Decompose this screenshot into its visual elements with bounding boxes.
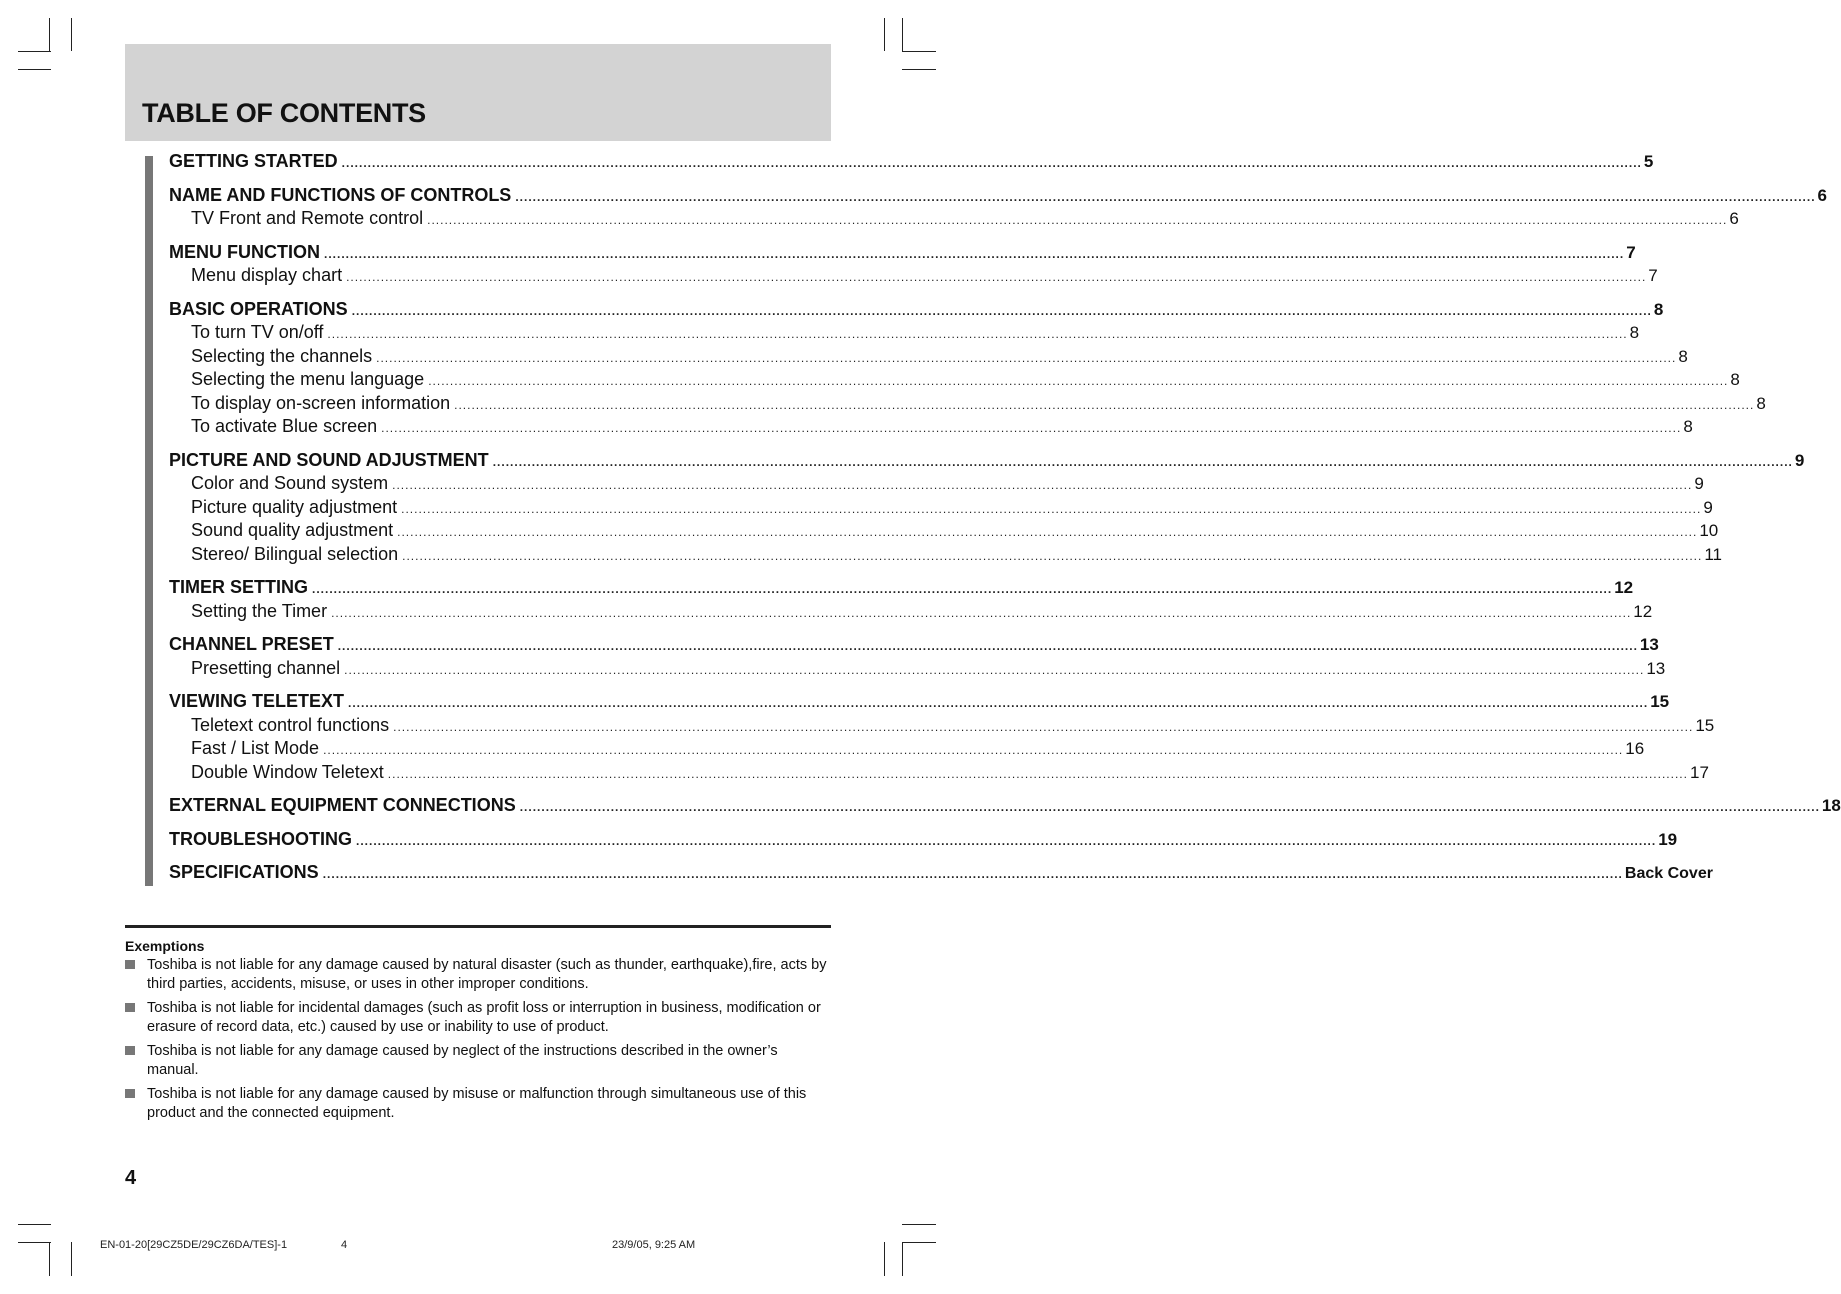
toc-sub-entry	[169, 737, 1645, 761]
toc-section	[169, 576, 1653, 623]
toc-entry-page: 8	[1683, 417, 1693, 436]
dot-leader: ............................................................................................................................................................................................................................................................................................................	[454, 397, 1755, 412]
exemption-text: Toshiba is not liable for any damage caused by neglect of the instructions described in the owner’s manual.	[147, 1043, 778, 1078]
toc-entry-page: 11	[1704, 544, 1722, 564]
toc-main-entry	[169, 690, 1670, 714]
toc-entry-page: 9	[1794, 450, 1805, 470]
toc-sub-entry	[169, 714, 1715, 738]
dot-leader: ............................................................................................................................................................................................................................................................................................................	[387, 766, 1688, 781]
exemption-item	[125, 1085, 831, 1123]
toc-section	[169, 241, 1658, 288]
dot-leader: ............................................................................................................................................................................................................................................................................................................	[392, 478, 1693, 492]
toc-entry-page: Back Cover	[1624, 865, 1713, 882]
dot-leader: ............................................................................................................................................................................................................................................................................................................	[427, 213, 1728, 227]
toc-entry-page: 6	[1729, 209, 1739, 228]
table-of-contents	[169, 150, 1841, 895]
toc-entry-title: SPECIFICATIONS	[169, 862, 319, 882]
crop-mark	[902, 51, 936, 52]
toc-section	[169, 828, 1678, 852]
toc-entry-page: 6	[1817, 185, 1827, 205]
toc-entry-title: Teletext control functions	[191, 714, 390, 735]
exemptions-list	[125, 956, 831, 1123]
toc-entry-page: 15	[1695, 715, 1715, 735]
toc-entry-title: NAME AND FUNCTIONS OF CONTROLS	[169, 184, 512, 205]
dot-leader: ............................................................................................................................................................................................................................................................................................................	[323, 743, 1624, 757]
toc-section	[169, 449, 1805, 567]
toc-entry-title: Stereo/ Bilingual selection	[191, 543, 399, 564]
dot-leader: ............................................................................................................................................................................................................................................................................................................	[322, 867, 1623, 881]
toc-main-entry	[169, 794, 1841, 818]
toc-entry-title: Color and Sound system	[191, 473, 389, 493]
crop-mark	[902, 1242, 903, 1276]
toc-main-entry	[169, 184, 1827, 208]
toc-main-entry	[169, 576, 1634, 600]
crop-mark	[18, 51, 51, 52]
crop-mark	[49, 18, 50, 51]
toc-sub-entry	[169, 472, 1704, 496]
toc-entry-page: 9	[1694, 474, 1704, 493]
toc-entry-page: 13	[1639, 635, 1659, 654]
footer-file-name: EN-01-20[29CZ5DE/29CZ6DA/TES]-1	[100, 1239, 288, 1251]
crop-mark	[902, 69, 936, 70]
toc-entry-page: 7	[1648, 266, 1658, 285]
toc-entry-title: BASIC OPERATIONS	[169, 298, 348, 319]
toc-entry-title: Picture quality adjustment	[191, 496, 398, 517]
footer-sheet-number: 4	[341, 1239, 348, 1251]
toc-entry-page: 19	[1658, 829, 1678, 849]
toc-sub-entry	[169, 761, 1709, 785]
dot-leader: ............................................................................................................................................................................................................................................................................................................	[327, 327, 1628, 341]
toc-entry-page: 7	[1626, 242, 1636, 262]
toc-sub-entry	[169, 415, 1693, 439]
dot-leader: ............................................................................................................................................................................................................................................................................................................	[402, 548, 1703, 563]
toc-entry-title: EXTERNAL EQUIPMENT CONNECTIONS	[169, 795, 516, 815]
exemption-item	[125, 956, 831, 994]
dot-leader: ............................................................................................................................................................................................................................................................................................................	[381, 421, 1682, 435]
exemption-text: Toshiba is not liable for incidental damages (such as profit loss or interruption in business, modification or erasure of record data, etc.) caused by use or inability to use of product.	[147, 1000, 821, 1035]
toc-main-entry	[169, 861, 1713, 885]
crop-mark	[18, 1242, 51, 1243]
toc-sub-entry	[169, 543, 1722, 567]
toc-sub-entry	[169, 519, 1719, 543]
crop-mark	[71, 1242, 72, 1276]
toc-main-entry	[169, 449, 1805, 473]
toc-entry-page: 18	[1821, 796, 1841, 815]
dot-leader: ............................................................................................................................................................................................................................................................................................................	[312, 582, 1613, 596]
toc-main-entry	[169, 633, 1659, 657]
toc-entry-title: TIMER SETTING	[169, 577, 308, 597]
toc-entry-title: PICTURE AND SOUND ADJUSTMENT	[169, 449, 489, 470]
toc-section	[169, 184, 1827, 231]
toc-section	[169, 633, 1666, 680]
crop-mark	[18, 1224, 51, 1225]
exemptions-block	[125, 938, 831, 1128]
dot-leader: ............................................................................................................................................................................................................................................................................................................	[344, 662, 1645, 677]
dot-leader: ............................................................................................................................................................................................................................................................................................................	[401, 501, 1702, 516]
toc-entry-title: Presetting channel	[191, 657, 341, 678]
toc-entry-title: Menu display chart	[191, 265, 343, 285]
toc-section	[169, 150, 1654, 174]
dot-leader: ............................................................................................................................................................................................................................................................................................................	[393, 719, 1694, 734]
toc-sub-entry	[169, 392, 1766, 416]
toc-sub-entry	[169, 368, 1740, 392]
dot-leader: ............................................................................................................................................................................................................................................................................................................	[348, 696, 1649, 710]
crop-mark	[902, 1224, 936, 1225]
dot-leader: ............................................................................................................................................................................................................................................................................................................	[515, 189, 1816, 204]
toc-sub-entry	[169, 657, 1666, 681]
toc-sub-entry	[169, 321, 1640, 345]
crop-mark	[884, 1242, 885, 1276]
toc-entry-page: 8	[1678, 346, 1688, 366]
toc-sub-entry	[169, 345, 1688, 369]
crop-mark	[71, 18, 72, 51]
exemption-text: Toshiba is not liable for any damage caused by misuse or malfunction through simultaneous use of this product and the connected equipment.	[147, 1086, 807, 1121]
toc-entry-title: To turn TV on/off	[191, 322, 324, 342]
toc-section	[169, 690, 1715, 784]
toc-sub-entry	[169, 496, 1713, 520]
dot-leader: ............................................................................................................................................................................................................................................................................................................	[341, 156, 1642, 170]
toc-main-entry	[169, 150, 1654, 174]
toc-sub-entry	[169, 600, 1653, 624]
toc-side-bar	[145, 156, 153, 886]
toc-entry-title: Setting the Timer	[191, 600, 328, 621]
toc-entry-page: 16	[1625, 739, 1645, 758]
dot-leader: ............................................................................................................................................................................................................................................................................................................	[337, 639, 1638, 653]
divider-rule	[125, 925, 831, 928]
dot-leader: ............................................................................................................................................................................................................................................................................................................	[519, 800, 1820, 814]
toc-entry-page: 12	[1614, 578, 1634, 597]
crop-mark	[884, 18, 885, 51]
toc-main-entry	[169, 828, 1678, 852]
toc-main-entry	[169, 298, 1664, 322]
dot-leader: ............................................................................................................................................................................................................................................................................................................	[351, 303, 1652, 318]
exemptions-heading: Exemptions	[125, 938, 205, 954]
toc-entry-page: 8	[1653, 299, 1664, 319]
crop-mark	[49, 1242, 50, 1276]
dot-leader: ............................................................................................................................................................................................................................................................................................................	[492, 454, 1793, 469]
toc-entry-title: TROUBLESHOOTING	[169, 828, 352, 849]
square-bullet-icon	[125, 1003, 135, 1012]
toc-entry-title: Selecting the menu language	[191, 369, 425, 389]
dot-leader: ............................................................................................................................................................................................................................................................................................................	[376, 350, 1677, 365]
toc-entry-page: 15	[1650, 692, 1670, 711]
dot-leader: ............................................................................................................................................................................................................................................................................................................	[324, 246, 1625, 261]
square-bullet-icon	[125, 1089, 135, 1098]
toc-main-entry	[169, 241, 1636, 265]
footer-timestamp: 23/9/05, 9:25 AM	[612, 1239, 696, 1251]
toc-sub-entry	[169, 264, 1658, 288]
toc-entry-title: VIEWING TELETEXT	[169, 691, 345, 711]
square-bullet-icon	[125, 1046, 135, 1055]
toc-entry-page: 12	[1633, 601, 1653, 621]
toc-entry-title: Selecting the channels	[191, 345, 373, 366]
dot-leader: ............................................................................................................................................................................................................................................................................................................	[331, 605, 1632, 620]
toc-entry-title: To display on-screen information	[191, 392, 451, 413]
toc-entry-page: 8	[1629, 323, 1640, 342]
toc-entry-page: 10	[1699, 521, 1719, 540]
toc-entry-title: To activate Blue screen	[191, 416, 378, 436]
toc-entry-page: 8	[1730, 370, 1740, 389]
square-bullet-icon	[125, 960, 135, 969]
crop-mark	[902, 1242, 936, 1243]
toc-entry-title: Sound quality adjustment	[191, 520, 394, 540]
dot-leader: ............................................................................................................................................................................................................................................................................................................	[397, 525, 1698, 539]
page-number: 4	[125, 1167, 137, 1189]
dot-leader: ............................................................................................................................................................................................................................................................................................................	[346, 270, 1647, 284]
exemption-item	[125, 999, 831, 1037]
exemption-text: Toshiba is not liable for any damage caused by natural disaster (such as thunder, earthquake),fire, acts by third parties, accidents, misuse, or uses in other improper conditions.	[147, 957, 827, 992]
header-band	[125, 44, 831, 141]
toc-entry-title: Double Window Teletext	[191, 761, 384, 782]
toc-entry-title: TV Front and Remote control	[191, 208, 424, 228]
toc-sub-entry	[169, 207, 1739, 231]
toc-entry-page: 13	[1646, 658, 1666, 678]
crop-mark	[902, 18, 903, 51]
toc-entry-title: Fast / List Mode	[191, 738, 320, 758]
toc-section	[169, 298, 1766, 439]
toc-entry-page: 5	[1643, 152, 1654, 171]
dot-leader: ............................................................................................................................................................................................................................................................................................................	[356, 833, 1657, 848]
page-title: TABLE OF CONTENTS	[142, 98, 426, 128]
toc-entry-title: GETTING STARTED	[169, 151, 338, 171]
dot-leader: ............................................................................................................................................................................................................................................................................................................	[428, 374, 1729, 388]
toc-entry-title: CHANNEL PRESET	[169, 634, 334, 654]
toc-entry-page: 17	[1689, 762, 1709, 782]
toc-entry-page: 8	[1756, 393, 1766, 413]
toc-section	[169, 861, 1713, 885]
crop-mark	[18, 69, 51, 70]
toc-entry-page: 9	[1703, 497, 1713, 517]
toc-section	[169, 794, 1841, 818]
exemption-item	[125, 1042, 831, 1080]
toc-entry-title: MENU FUNCTION	[169, 241, 320, 262]
